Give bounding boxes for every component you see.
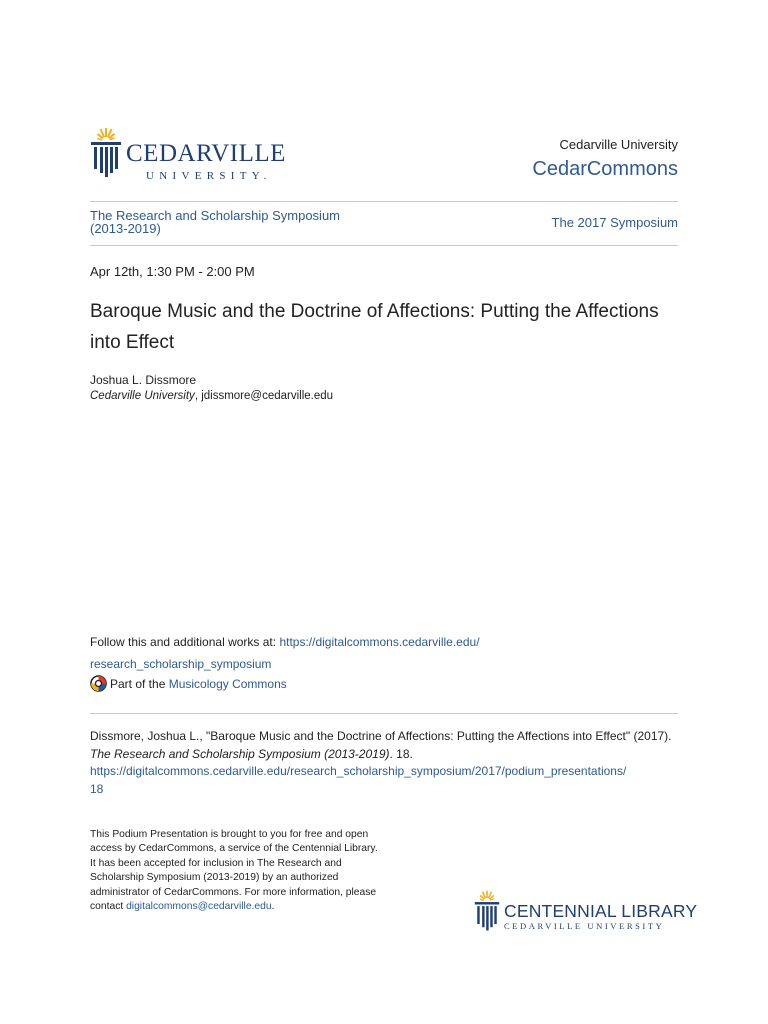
citation (90, 728, 678, 798)
library-sunburst-icon (474, 890, 500, 932)
notice-text: This Podium Presentation is brought to you for free and open access by CedarCommons, a service of the Centennial Library. It has been accepted for inclusion in The Research and Scholarship Symposium (2013-2019) by an authorized administrator of CedarCommons. For more information, please contact (90, 829, 378, 913)
author-affiliation (90, 390, 333, 402)
series-link[interactable]: The Research and Scholarship Symposium (2013-2019) (90, 208, 341, 236)
divider (90, 713, 678, 714)
contact-email-link[interactable]: digitalcommons@cedarville.edu (126, 901, 272, 913)
part-of-prefix: Part of the (110, 676, 166, 691)
cedarville-sunburst-icon (90, 128, 122, 178)
author-email: , jdissmore@cedarville.edu (194, 390, 334, 402)
paper-title: Baroque Music and the Doctrine of Affections: Putting the Affections into Effect (90, 301, 659, 353)
library-subtitle: CEDARVILLE UNIVERSITY (504, 921, 665, 931)
centennial-library-logo (474, 890, 697, 932)
event-link[interactable]: The 2017 Symposium (551, 215, 678, 230)
cedarville-logo (90, 128, 286, 182)
citation-url-link-continued[interactable]: 18 (90, 781, 104, 796)
musicology-commons-link[interactable]: Musicology Commons (168, 676, 287, 691)
citation-number: . 18. (389, 746, 413, 761)
affiliation-name: Cedarville University (90, 390, 195, 402)
repository-link[interactable]: CedarCommons (532, 158, 678, 180)
follow-line (90, 631, 690, 675)
divider (90, 201, 678, 202)
citation-url-link[interactable]: https://digitalcommons.cedarville.edu/research_scholarship_symposium/2017/podium_presentations/ (90, 764, 627, 778)
citation-journal: The Research and Scholarship Symposium (2013-2019) (90, 746, 390, 761)
network-commons-icon (90, 675, 107, 692)
follow-prefix: Follow this and additional works at: (90, 635, 280, 649)
follow-url-link-continued[interactable]: research_scholarship_symposium (90, 657, 272, 671)
logo-name: CEDARVILLE (126, 140, 286, 167)
logo-subtitle: UNIVERSITY. (146, 170, 272, 182)
author-name: Joshua L. Dissmore (90, 373, 197, 387)
follow-url-link[interactable]: https://digitalcommons.cedarville.edu/ (279, 635, 480, 649)
divider (90, 245, 678, 246)
part-of-line (90, 675, 287, 692)
access-notice (90, 828, 380, 914)
library-name: CENTENNIAL LIBRARY (504, 901, 698, 921)
presentation-date: Apr 12th, 1:30 PM - 2:00 PM (90, 264, 255, 279)
citation-text: Dissmore, Joshua L., "Baroque Music and the Doctrine of Affections: Putting the Affections into Effect" (2017). (90, 729, 672, 743)
notice-end: . (271, 901, 275, 913)
institution-name: Cedarville University (559, 137, 678, 152)
